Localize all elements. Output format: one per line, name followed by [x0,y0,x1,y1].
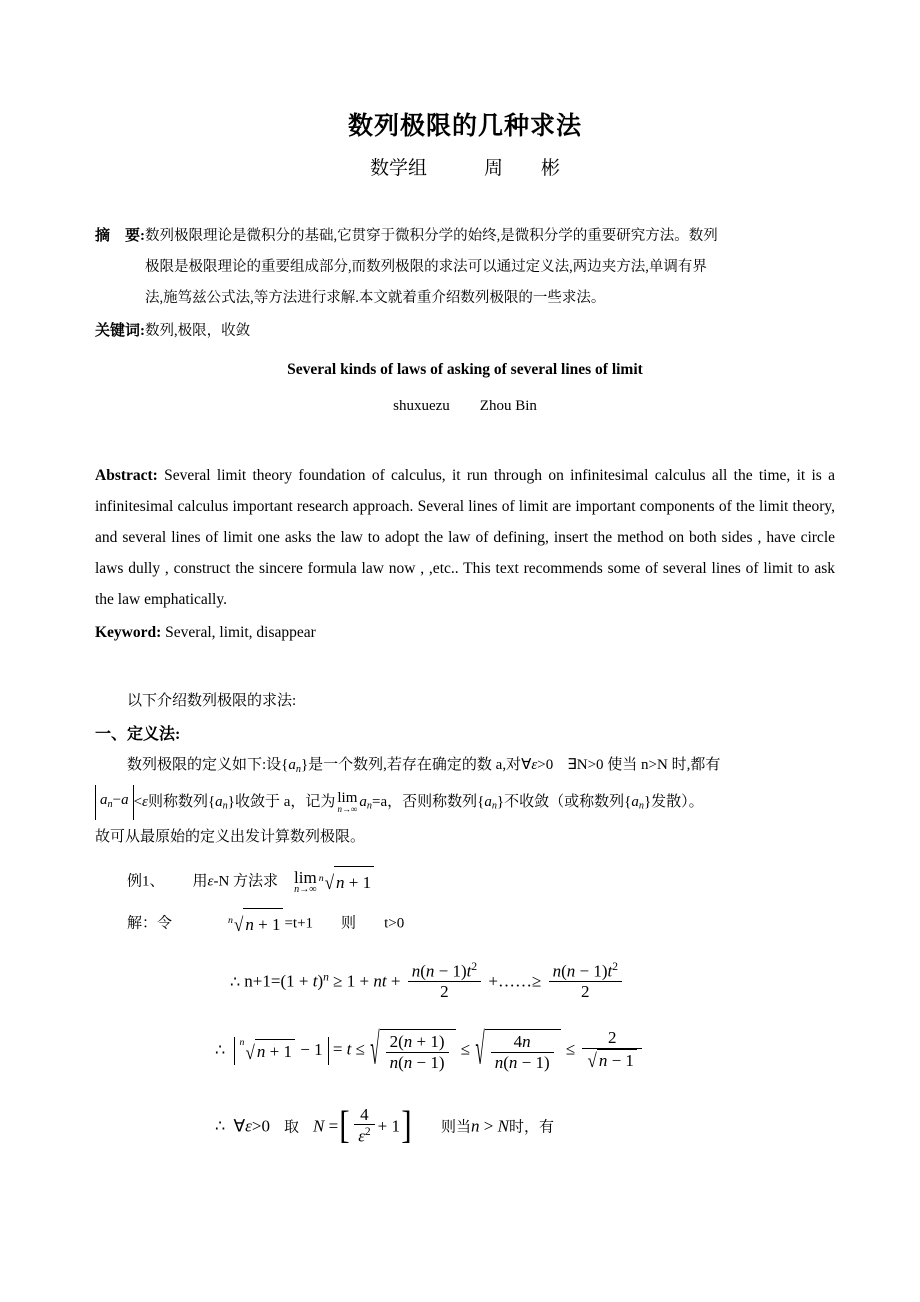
eq3-when-label: 时，有 [508,1118,554,1135]
solution-condition: t>0 [384,915,405,932]
forall-symbol-2: ∀ [233,1115,246,1135]
abstract-row-second [95,252,835,283]
radicand-1: n + 1 [334,866,374,898]
root-index-2: n [228,914,233,926]
solution-rhs: =t+1 [284,915,314,932]
minus-sign-1: − [112,792,122,809]
author-line-en: shuxuezu Zhou Bin [393,398,537,415]
brace-close-3: } [496,794,505,811]
eq3-fraction [354,1105,374,1146]
eq1-ellipsis: …… [497,971,532,991]
radicand-3: n + 1 [255,1039,295,1062]
brace-open-3: { [477,794,485,811]
definition-paragraph-line-3: 故可从最原始的定义出发计算数列极限。 [95,829,366,846]
epsilon-symbol-4: ε [245,1115,252,1135]
therefore-symbol-3: ∴ [215,1117,226,1135]
example-1-line [95,866,835,898]
eq2-final-num: 2 [607,1028,617,1048]
sequence-sub-n-5: n [491,801,497,813]
example-label: 例1、 [127,873,165,890]
eq1-fraction-1 [408,960,481,1001]
body-lead-paragraph: 以下介绍数列极限的求法: [127,693,297,710]
sequence-var-a-1: a [288,757,296,774]
eq1-geq-1: ≥ [333,971,343,991]
definition-paragraph-line-1 [95,750,835,785]
epsilon-symbol-2: ε [142,794,148,811]
keywords-label-cn: 关键词: [95,322,145,339]
brace-close-1: } [300,757,309,774]
abstract-row-third [95,283,835,314]
sqrt-fraction-1-body [380,1029,456,1072]
abstract-text-line-1: 数列极限理论是微积分的基础,它贯穿于微积分学的始终,是微积分学的重要研究方法。数列 [145,227,718,244]
keywords-row-en [95,617,835,648]
definition-text-d: N>0 使当 n>N 时,都有 [576,757,721,774]
definition-text-a: 数列极限的定义如下:设 [127,757,282,774]
less-than-text: < [133,794,143,811]
document-title-en: Several kinds of laws of asking of several lines of limit [287,360,643,378]
bracket-open: [ [339,1103,350,1147]
brace-open-4: { [624,794,632,811]
eq3-gt-sign: > [483,1115,494,1135]
abstract-text-line-2: 极限是极限理论的重要组成部分,而数列极限的求法可以通过定义法,两边夹方法,单调有界 [145,258,707,275]
sqrt-fraction-1 [370,1024,455,1075]
abstract-text-line-3: 法,施笃兹公式法,等方法进行求解.本文就着重介绍数列极限的一些求法。 [145,289,606,306]
definition-text-f: 收敛于 a，记为 [234,794,336,811]
eq1-paren-close: ) [317,971,324,991]
radical-sign-3: √ [245,1041,255,1064]
lim-subscript-1: n→∞ [337,804,358,815]
eq1-lhs: n+1= [244,971,281,991]
eq2-final-fraction [582,1028,641,1070]
definition-text-e: 则称数列 [147,794,208,811]
sequence-sub-n-6: n [638,801,644,813]
radical-sign-2: √ [234,913,244,936]
definition-text-g: =a，否则称数列 [372,794,478,811]
epsilon-symbol-3: ε [207,873,214,890]
abstract-label-en: Abstract: [95,467,158,485]
nth-root-expression-2 [229,908,283,940]
sequence-var-a-2: a [100,792,108,809]
keywords-text-en: Several, limit, disappear [165,624,316,642]
sequence-var-a-4: a [359,794,367,811]
sqrt-fraction-2 [475,1024,560,1075]
radical-sign-1: √ [324,871,335,894]
therefore-symbol-2: ∴ [215,1041,226,1059]
eq2-t: t [346,1039,352,1059]
eq1-t: t [312,971,318,991]
section-heading-1: 一、定义法: [95,726,181,744]
exists-symbol: ∃ [567,757,577,774]
eq3-N-var: N [497,1115,509,1135]
eq3-plus-one: 1 [391,1115,401,1135]
eq3-equals: = [328,1115,339,1135]
radical-sign-5: √ [475,1024,485,1075]
brace-open-1: { [281,757,289,774]
document-title-cn: 数列极限的几种求法 [347,113,582,140]
eq2-frac1-num: 2(n + 1) [389,1032,445,1052]
limit-value-a: a [121,792,129,809]
definition-text-i: 发散）。 [651,794,704,811]
radical-sign-4: √ [370,1024,380,1075]
nth-root-expression-1 [320,866,374,898]
eq1-frac1-denominator: 2 [408,981,481,1002]
nth-root-expression-3 [239,1037,295,1064]
author-line-cn: 数学组 周 彬 [369,158,560,179]
eq2-absolute-value: n √ n + 1 − 1 [234,1037,329,1065]
sequence-sub-n-2: n [107,799,113,811]
abstract-text-en: Several limit theory foundation of calculus, it run through on infinitesimal calculus all the time, it is a infinitesimal calculus important research approach. Several lines of limit are important components of the limit theory, and several lines of limit one asks the law to adopt the law of defining, insert the method on both sides , have circle laws dully , construct the sincere formula law now , ,etc.. This text recommends some of several lines of limit to ask the law emphatically. [95,467,836,609]
sequence-var-a-3: a [215,794,223,811]
forall-symbol: ∀ [521,757,532,774]
eq2-final-den [582,1048,641,1071]
root-index-3: n [239,1037,245,1049]
example-text-b: -N 方法求 [213,873,279,890]
definition-text-h: 不收敛（或称数列 [504,794,625,811]
eq1-one: 1 [286,971,295,991]
lim-subscript-2: n→∞ [294,883,317,895]
eq2-leq-2: ≤ [460,1039,471,1059]
abstract-label-cn: 摘 要: [95,227,145,244]
definition-text-c: >0 [537,757,554,774]
eq2-equals: = [332,1039,343,1059]
limit-operator-inline [337,791,357,814]
equation-bound-chain [95,1024,835,1075]
epsilon-symbol-1: ε [531,757,538,774]
keywords-text-cn: 数列,极限，收敛 [145,322,251,339]
keywords-row-cn [95,316,835,347]
solution-label: 解：令 [127,915,173,932]
root-index-1: n [318,872,324,884]
brace-open-2: { [207,794,216,811]
eq1-frac1-numerator: $n(n - 1)t^2$ [411,960,478,981]
eq3-take-label: 取 [283,1118,299,1135]
abstract-block-en [95,460,835,615]
eq1-frac2-numerator: $n(n - 1)t^2$ [552,960,619,981]
equation-binomial-expansion: ∴ $n+1=(1 + t)^n \ge 1$ + nt + $\frac{n(n - 1)t^2}{2}$ +……≥ $\frac{n(n - 1)t^2}{2}$ [95,962,835,1003]
abstract-block-cn [95,221,835,347]
radical-sign-6: √ [587,1049,597,1072]
definition-paragraph-line-2 [95,785,835,822]
eq3-then-label: 则当 [441,1118,472,1135]
eq2-leq-3: ≤ [565,1039,576,1059]
equation-choose-N: ∴ ∀ε>0 取 N =[ $\frac{4}{\varepsilon^2}$ + 1] 则当n > N时，有 [95,1103,835,1152]
eq3-N: N [312,1115,325,1135]
eq1-fraction-2 [549,960,622,1001]
solution-then: 则 [341,915,357,932]
eq3-frac-den: $\varepsilon^2$ [354,1124,374,1146]
bracket-close: ] [401,1103,412,1147]
sequence-var-a-6: a [631,794,639,811]
eq3-frac-num: 4 [360,1104,369,1124]
eq1-geq-2: ≥ [531,971,542,991]
eq1-frac2-denominator: 2 [549,981,622,1002]
sequence-sub-n-4: n [366,801,372,813]
lim-label-1: lim [337,790,358,807]
eq2-frac2-den: n(n − 1) [491,1052,554,1073]
eq1-exponent-n: n [323,970,329,984]
radicand-2: n + 1 [243,908,283,940]
eq1-paren-open: ( [280,971,287,991]
sequence-sub-n-1: n [295,764,301,776]
abstract-row-first [95,221,835,252]
eq3-n-var: n [471,1115,480,1135]
example-text-a: 用 [192,873,208,890]
sequence-var-a-5: a [484,794,492,811]
eq2-leq-1: ≤ [355,1039,365,1059]
eq1-one-2: 1 [346,971,356,991]
sqrt-n-minus-1: √ n − 1 [587,1049,636,1071]
limit-operator-example [294,869,317,895]
absolute-value-expression [95,785,134,820]
solution-line [95,908,835,940]
definition-text-b: 是一个数列,若存在确定的数 a,对 [308,757,522,774]
brace-close-4: } [643,794,652,811]
therefore-symbol-1: ∴ [230,973,241,991]
keywords-label-en: Keyword: [95,624,162,642]
sqrt-fraction-2-body [485,1029,561,1072]
brace-close-2: } [227,794,235,811]
sequence-sub-n-3: n [222,801,228,813]
eq2-frac1-den: n(n − 1) [386,1052,449,1073]
eq1-nt: nt [373,971,387,991]
lim-label-2: lim [294,867,317,887]
page-content [95,0,835,1151]
eq3-gt-zero: >0 [251,1115,270,1135]
eq2-frac2-num: 4n [513,1032,531,1052]
